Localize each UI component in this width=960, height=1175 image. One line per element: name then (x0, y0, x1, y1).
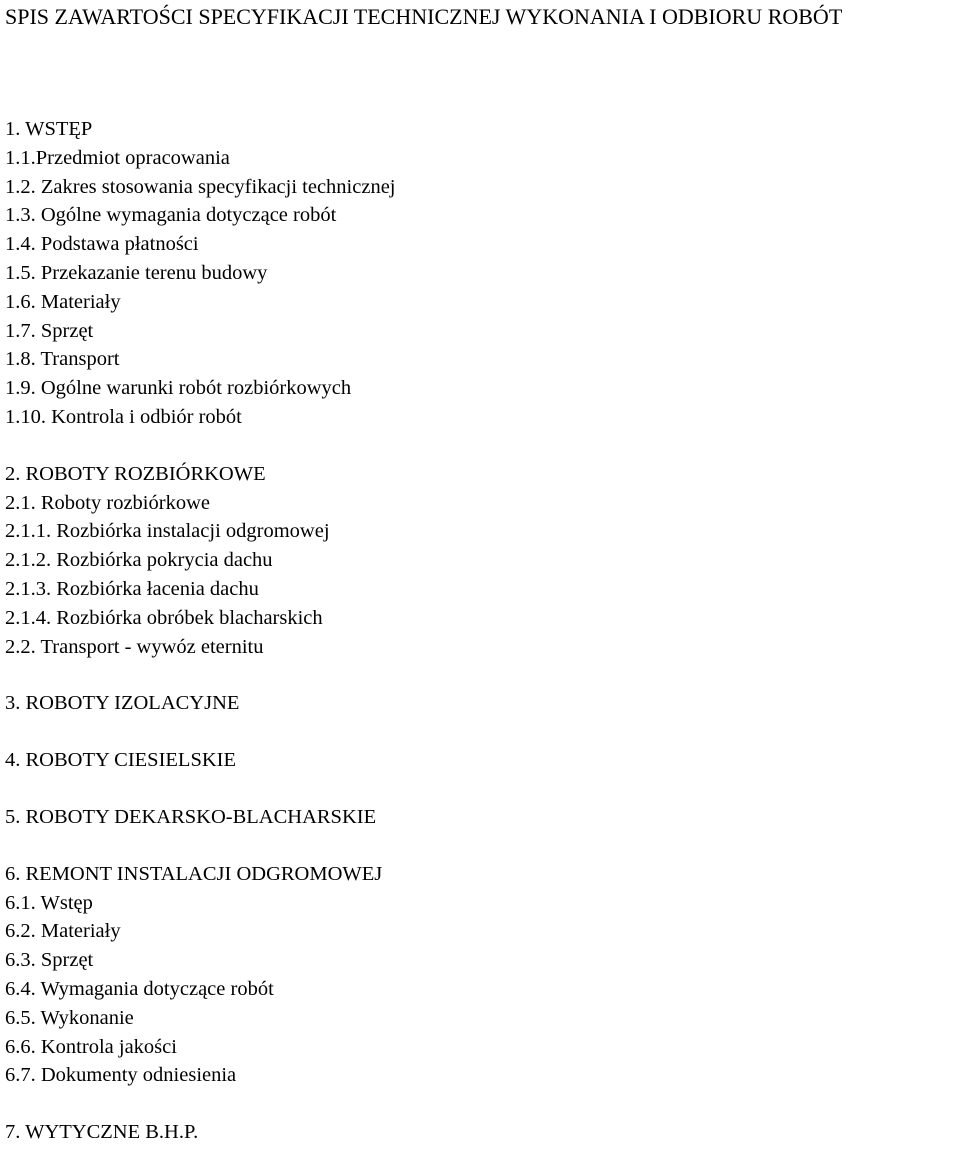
toc-item: 2.1.1. Rozbiórka instalacji odgromowej (5, 520, 330, 543)
toc-item: 6.6. Kontrola jakości (5, 1035, 177, 1058)
toc-item: 2.1.2. Rozbiórka pokrycia dachu (5, 549, 273, 572)
toc-heading: 3. ROBOTY IZOLACYJNE (5, 692, 240, 715)
toc-item: 2.1.3. Rozbiórka łacenia dachu (5, 577, 259, 600)
toc-section-5 (5, 803, 955, 832)
toc-item: 6.5. Wykonanie (5, 1006, 134, 1029)
toc-item: 1.7. Sprzęt (5, 319, 94, 342)
toc-item: 6.3. Sprzęt (5, 949, 94, 972)
document-page (5, 0, 955, 1144)
toc-heading: 2. ROBOTY ROZBIÓRKOWE (5, 462, 266, 485)
toc-item: 1.10. Kontrola i odbiór robót (5, 405, 242, 428)
toc-section-3 (5, 689, 955, 718)
toc-section-6 (5, 860, 955, 1090)
toc-item: 2.1. Roboty rozbiórkowe (5, 491, 210, 514)
toc-section-4 (5, 746, 955, 775)
toc-item: 1.3. Ogólne wymagania dotyczące robót (5, 204, 337, 227)
toc-heading: 6. REMONT INSTALACJI ODGROMOWEJ (5, 862, 383, 885)
toc-heading: 7. WYTYCZNE B.H.P. (5, 1121, 199, 1144)
table-of-contents (5, 115, 955, 1175)
toc-item: 1.5. Przekazanie terenu budowy (5, 261, 268, 284)
toc-item: 1.4. Podstawa płatności (5, 233, 199, 256)
toc-section-2 (5, 460, 955, 662)
toc-heading: 1. WSTĘP (5, 118, 93, 140)
toc-item: 1.6. Materiały (5, 290, 121, 313)
toc-item: 1.2. Zakres stosowania specyfikacji technicznej (5, 175, 396, 198)
toc-item: 1.9. Ogólne warunki robót rozbiórkowych (5, 377, 352, 400)
document-title: SPIS ZAWARTOŚCI SPECYFIKACJI TECHNICZNEJ WYKONANIA I ODBIORU ROBÓT (5, 4, 843, 29)
toc-section-1 (5, 115, 955, 432)
toc-item: 2.2. Transport - wywóz eternitu (5, 635, 264, 658)
toc-item: 2.1.4. Rozbiórka obróbek blacharskich (5, 606, 323, 629)
toc-item: 1.8. Transport (5, 348, 120, 371)
toc-item: 6.2. Materiały (5, 920, 121, 943)
toc-heading: 5. ROBOTY DEKARSKO-BLACHARSKIE (5, 805, 377, 828)
toc-item: 6.1. Wstęp (5, 891, 93, 914)
toc-item: 6.4. Wymagania dotyczące robót (5, 977, 274, 1000)
toc-item: 1.1.Przedmiot opracowania (5, 146, 230, 169)
toc-heading: 4. ROBOTY CIESIELSKIE (5, 749, 236, 772)
toc-item: 6.7. Dokumenty odniesienia (5, 1064, 237, 1087)
